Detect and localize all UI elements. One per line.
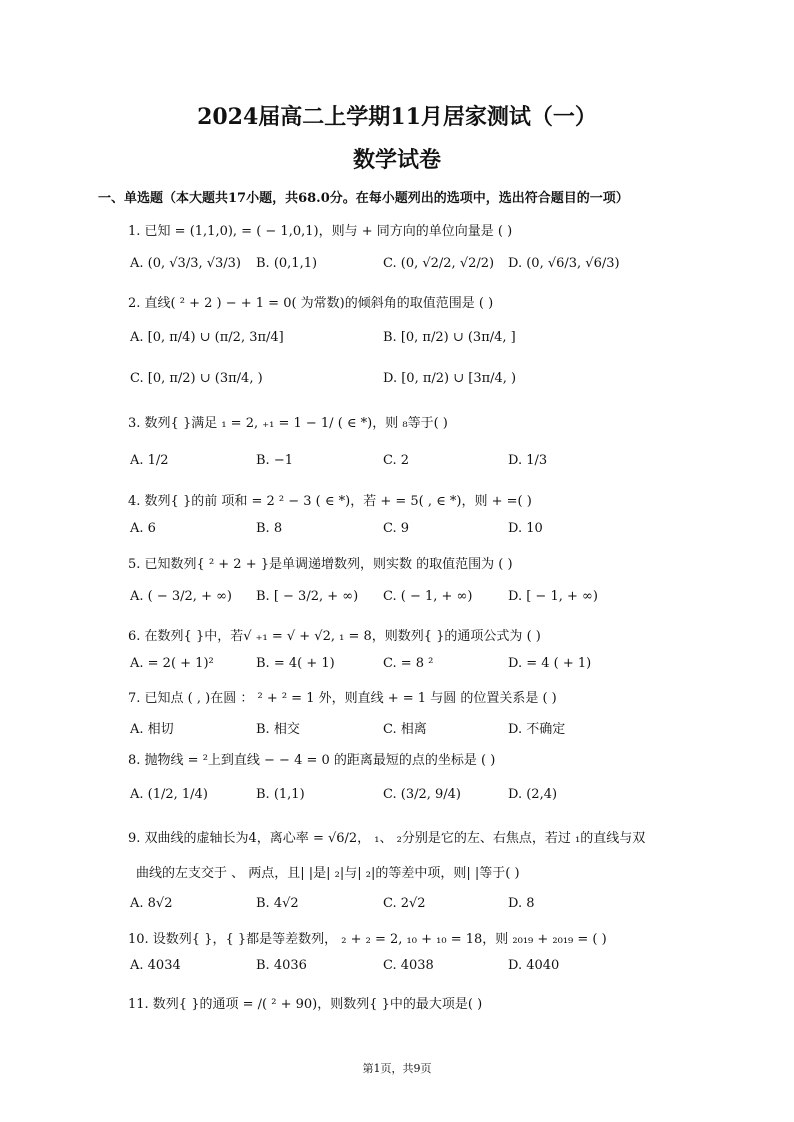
question-6-option-a: A. = 2( + 1)² (130, 656, 214, 671)
question-9-option-a: A. 8√2 (130, 896, 173, 911)
question-7-option-a: A. 相切 (130, 722, 174, 737)
question-3-option-d: D. 1/3 (508, 453, 548, 468)
question-7-option-d: D. 不确定 (508, 722, 566, 737)
question-5-option-a: A. ( − 3/2, + ∞) (130, 589, 232, 604)
question-10-option-b: B. 4036 (256, 958, 307, 973)
question-6-option-c: C. = 8 ² (383, 656, 434, 671)
question-1-option-c: C. (0, √2/2, √2/2) (383, 256, 495, 271)
question-9-option-d: D. 8 (508, 896, 535, 911)
question-10-option-d: D. 4040 (508, 958, 560, 973)
question-3-option-a: A. 1/2 (130, 453, 169, 468)
question-11-stem: 11. 数列{ }的通项 = /( ² + 90)，则数列{ }中的最大项是( ) (128, 997, 483, 1012)
question-6-option-b: B. = 4( + 1) (256, 656, 335, 671)
question-2-stem: 2. 直线( ² + 2 ) − + 1 = 0( 为常数)的倾斜角的取值范围是 ( ) (128, 296, 494, 311)
question-7-option-c: C. 相离 (383, 722, 427, 737)
question-1-option-b: B. (0,1,1) (256, 256, 318, 271)
question-4-option-b: B. 8 (256, 521, 283, 536)
question-3-option-b: B. −1 (256, 453, 293, 468)
question-9-stem: 9. 双曲线的虚轴长为4，离心率 = √6/2， ₁、 ₂分别是它的左、右焦点，若过 ₁的直线与双 (128, 831, 646, 846)
question-9-option-b: B. 4√2 (256, 896, 299, 911)
question-4-option-d: D. 10 (508, 521, 543, 536)
question-4-option-a: A. 6 (130, 521, 156, 536)
question-2-option-c: C. [0, π/2) ∪ (3π/4, ) (130, 371, 263, 386)
question-10-option-a: A. 4034 (130, 958, 181, 973)
question-8-option-d: D. (2,4) (508, 787, 558, 802)
question-2-option-a: A. [0, π/4) ∪ (π/2, 3π/4] (130, 330, 284, 345)
question-9-option-c: C. 2√2 (383, 896, 426, 911)
question-8-stem: 8. 抛物线 = ²上到直线 − − 4 = 0 的距离最短的点的坐标是 ( ) (128, 753, 496, 768)
question-6-stem: 6. 在数列{ }中，若√ ₊₁ = √ + √2, ₁ = 8，则数列{ }的通项公式为 ( ) (128, 629, 541, 644)
question-5-stem: 5. 已知数列{ ² + 2 + }是单调递增数列，则实数 的取值范围为 ( ) (128, 557, 513, 572)
question-5-option-b: B. [ − 3/2, + ∞) (256, 589, 359, 604)
question-1-option-d: D. (0, √6/3, √6/3) (508, 256, 620, 271)
question-5-option-c: C. ( − 1, + ∞) (383, 589, 473, 604)
question-8-option-a: A. (1/2, 1/4) (130, 787, 208, 802)
question-4-option-c: C. 9 (383, 521, 410, 536)
question-3-option-c: C. 2 (383, 453, 410, 468)
page-subtitle: 数学试卷 (352, 147, 441, 173)
question-1-option-a: A. (0, √3/3, √3/3) (130, 256, 242, 271)
question-10-stem: 10. 设数列{ }，{ }都是等差数列， ₂ + ₂ = 2, ₁₀ + ₁₀ = 18，则 ₂₀₁₉ + ₂₀₁₉ = ( ) (128, 932, 607, 947)
question-2-option-d: D. [0, π/2) ∪ [3π/4, ) (383, 371, 517, 386)
page-title: 2024届高二上学期11月居家测试（一） (197, 104, 597, 130)
question-7-option-b: B. 相交 (256, 722, 300, 737)
question-9-stem-continued: 曲线的左支交于 、 两点，且| |是| ₂|与| ₂|的等差中项，则| |等于( ) (136, 866, 520, 881)
question-3-stem: 3. 数列{ }满足 ₁ = 2, ₊₁ = 1 − 1/ ( ∈ *)，则 ₈等于( ) (128, 416, 448, 431)
question-6-option-d: D. = 4 ( + 1) (508, 656, 592, 671)
page-footer: 第1页，共9页 (362, 1062, 432, 1075)
section-heading: 一、单选题（本大题共17小题，共68.0分。在每小题列出的选项中，选出符合题目的一项） (98, 191, 629, 206)
question-5-option-d: D. [ − 1, + ∞) (508, 589, 598, 604)
question-2-option-b: B. [0, π/2) ∪ (3π/4, ] (383, 330, 516, 345)
question-1-stem: 1. 已知 = (1,1,0), = ( − 1,0,1)，则与 + 同方向的单位向量是 ( ) (128, 224, 513, 239)
question-4-stem: 4. 数列{ }的前 项和 = 2 ² − 3 ( ∈ *)，若 + = 5( , ∈ *)，则 + =( ) (128, 494, 532, 509)
question-8-option-c: C. (3/2, 9/4) (383, 787, 461, 802)
question-10-option-c: C. 4038 (383, 958, 434, 973)
question-8-option-b: B. (1,1) (256, 787, 305, 802)
question-7-stem: 7. 已知点 ( , )在圆 ： ² + ² = 1 外，则直线 + = 1 与圆 的位置关系是 ( ) (128, 691, 557, 706)
